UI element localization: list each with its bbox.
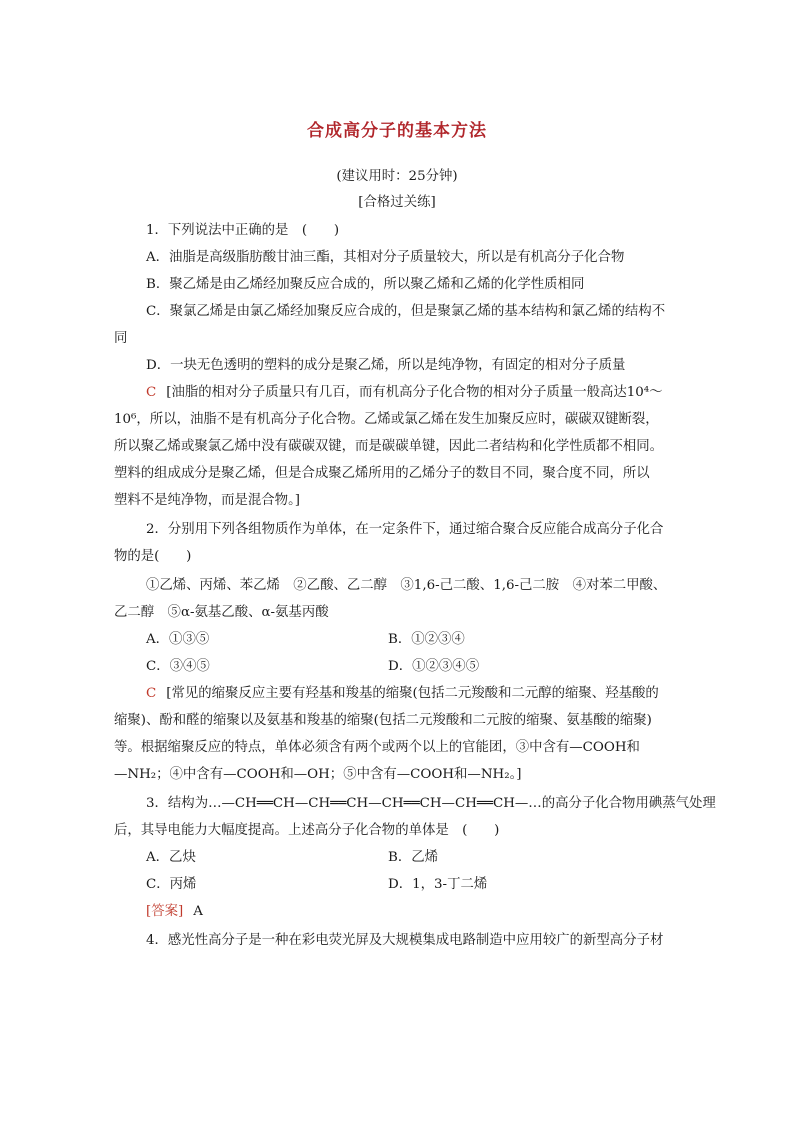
q4-stem: 4．感光性高分子是一种在彩电荧光屏及大规模集成电路制造中应用较广的新型高分子材: [146, 933, 664, 948]
q2-monomer-list: ①乙烯、丙烯、苯乙烯 ②乙酸、乙二醇 ③1,6-己二酸、1,6-己二胺 ④对苯二甲酸、: [146, 578, 667, 593]
q2-explanation-line: 等。根据缩聚反应的特点，单体必须含有两个或两个以上的官能团，③中含有—COOH和: [114, 740, 640, 755]
q1-explanation-line: 所以聚乙烯或聚氯乙烯中没有碳碳双键，而是碳碳单键，因此二者结构和化学性质都不相同。: [114, 439, 664, 454]
q3-answer-value: A: [193, 904, 203, 919]
q2-explanation-line: [146, 684, 659, 704]
q1-option-c: C．聚氯乙烯是由氯乙烯经加聚反应合成的，但是聚氯乙烯的基本结构和氯乙烯的结构不: [146, 304, 666, 319]
q2-option-b: B．①②③④: [388, 632, 465, 647]
time-note: (建议用时：25分钟): [336, 169, 458, 184]
q2-stem: 2．分别用下列各组物质作为单体，在一定条件下，通过缩合聚合反应能合成高分子化合: [146, 522, 664, 537]
q1-option-a: A．油脂是高级脂肪酸甘油三酯，其相对分子质量较大，所以是有机高分子化合物: [146, 250, 625, 265]
q2-explanation-text: [常见的缩聚反应主要有羟基和羧基的缩聚(包括二元羧酸和二元醇的缩聚、羟基酸的: [166, 686, 659, 701]
q1-explanation-text: [油脂的相对分子质量只有几百，而有机高分子化合物的相对分子质量一般高达10⁴～: [166, 385, 663, 400]
q3-stem: 3．结构为…—CH══CH—CH══CH—CH══CH—CH══CH—…的高分子化合物用碘蒸气处理: [146, 796, 716, 811]
page-title: 合成高分子的基本方法: [307, 121, 487, 141]
section-heading: [合格过关练]: [358, 195, 436, 210]
q2-answer-letter: C: [146, 686, 157, 701]
q3-option-d: D．1，3-丁二烯: [388, 877, 488, 892]
q2-option-d: D．①②③④⑤: [388, 659, 480, 674]
q2-option-c: C．③④⑤: [146, 659, 210, 674]
q1-explanation-line: 10⁶，所以，油脂不是有机高分子化合物。乙烯或氯乙烯在发生加聚反应时，碳碳双键断裂，: [114, 412, 659, 427]
q2-stem-cont: 物的是( ): [114, 549, 192, 564]
q3-stem-cont: 后，其导电能力大幅度提高。上述高分子化合物的单体是 ( ): [114, 823, 500, 838]
q3-answer-line: [146, 902, 203, 922]
q3-answer-label: [答案]: [146, 904, 184, 919]
q3-option-c: C．丙烯: [146, 877, 197, 892]
q1-answer-letter: C: [146, 385, 157, 400]
q1-explanation-line: 塑料的组成成分是聚乙烯，但是合成聚乙烯所用的乙烯分子的数目不同，聚合度不同，所以: [114, 466, 650, 481]
q3-option-b: B．乙烯: [388, 850, 439, 865]
q1-explanation-line: [146, 383, 663, 403]
q1-stem: 1．下列说法中正确的是 ( ): [146, 223, 340, 238]
q2-option-a: A．①③⑤: [146, 632, 210, 647]
q1-option-b: B．聚乙烯是由乙烯经加聚反应合成的，所以聚乙烯和乙烯的化学性质相同: [146, 277, 585, 292]
q1-option-d: D．一块无色透明的塑料的成分是聚乙烯，所以是纯净物，有固定的相对分子质量: [146, 358, 626, 373]
q1-explanation-line: 塑料不是纯净物，而是混合物。]: [114, 493, 300, 508]
q2-explanation-line: 缩聚)、酚和醛的缩聚以及氨基和羧基的缩聚(包括二元羧酸和二元胺的缩聚、氨基酸的缩聚): [114, 713, 652, 728]
q1-option-c-cont: 同: [114, 331, 128, 346]
q2-explanation-line: —NH₂；④中含有—COOH和—OH；⑤中含有—COOH和—NH₂。]: [114, 767, 522, 782]
q2-monomer-list-cont: 乙二醇 ⑤α-氨基乙酸、α-氨基丙酸: [114, 605, 329, 620]
q3-option-a: A．乙炔: [146, 850, 196, 865]
